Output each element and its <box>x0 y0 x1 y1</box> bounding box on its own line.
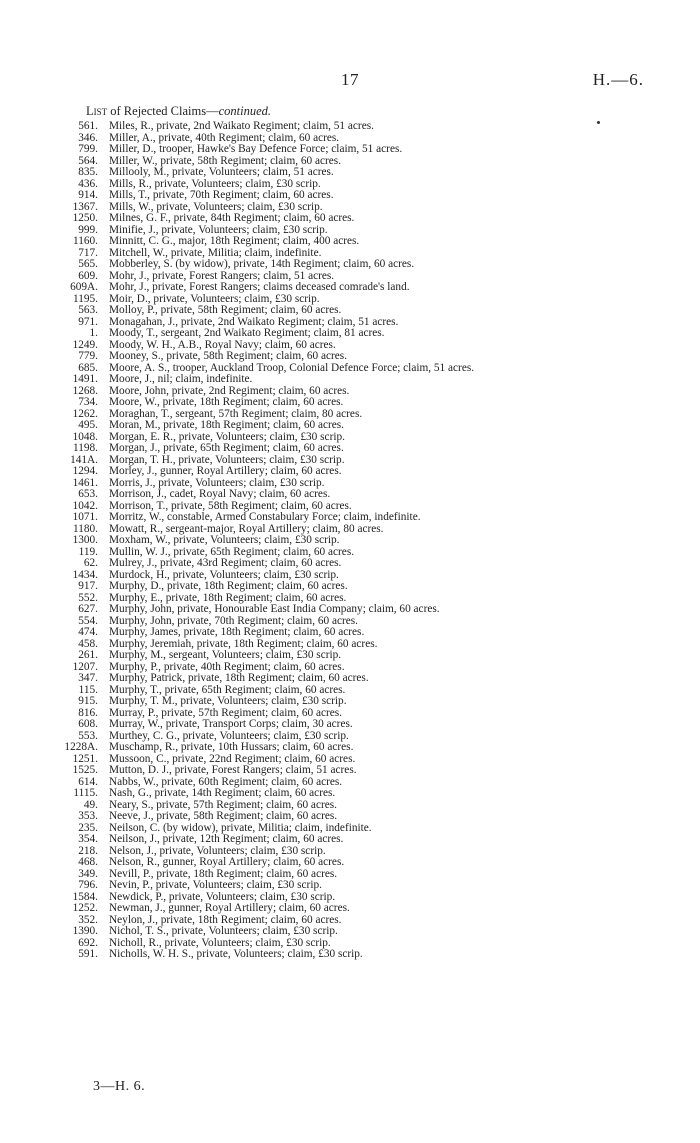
claim-text: Murphy, T., private, 65th Regiment; claim, 60 acres. <box>109 683 346 696</box>
claim-text: Milnes, G. F., private, 84th Regiment; claim, 60 acres. <box>109 212 355 224</box>
claim-text: Moraghan, T., sergeant, 57th Regiment; claim, 80 acres. <box>109 407 363 420</box>
claim-text: Murthey, C. G., private, Volunteers; claim, £30 scrip. <box>109 729 349 742</box>
claim-text: Minifie, J., private, Volunteers; claim, £30 scrip. <box>109 223 328 236</box>
claim-number: 1198. <box>73 442 98 454</box>
claim-text: Nicholls, W. H. S., private, Volunteers; claim, £30 scrip. <box>109 948 363 960</box>
claim-number: 914. <box>78 189 98 201</box>
claim-row <box>0 834 700 846</box>
claim-number: 917. <box>78 580 98 592</box>
claim-number: 1268. <box>72 384 98 397</box>
claim-text: Morgan, J., private, 65th Regiment; claim, 60 acres. <box>109 442 344 454</box>
claim-number: 1300. <box>72 534 98 546</box>
claim-number: 1115. <box>73 787 98 799</box>
claim-row <box>0 455 700 467</box>
claim-number: 999. <box>78 223 98 236</box>
claim-text: Miller, A., private, 40th Regiment; claim, 60 acres. <box>109 131 340 144</box>
claim-number: 1252. <box>72 902 98 914</box>
claim-row <box>0 121 700 133</box>
claim-text: Nevin, P., private, Volunteers; claim, £30 scrip. <box>109 879 322 891</box>
claim-number: 552. <box>78 591 98 604</box>
claim-row <box>0 846 700 858</box>
claim-number: 591. <box>78 948 98 960</box>
claim-text: Murray, P., private, 57th Regiment; claim, 60 acres. <box>109 706 342 719</box>
section-heading <box>86 104 271 119</box>
claim-text: Newman, J., gunner, Royal Artillery; claim, 60 acres. <box>109 902 350 914</box>
claim-row <box>0 386 700 398</box>
claim-row <box>0 777 700 789</box>
claim-number: 115. <box>78 683 98 696</box>
claims-list <box>0 121 700 961</box>
claim-number: 347. <box>78 672 98 684</box>
claim-number: 816. <box>78 706 98 719</box>
claim-row <box>0 892 700 904</box>
claim-row <box>0 305 700 317</box>
claim-text: Morrison, J., cadet, Royal Navy; claim, 60 acres. <box>109 488 331 500</box>
claim-number: 1491. <box>72 373 98 385</box>
claim-text: Murphy, James, private, 18th Regiment; claim, 60 acres. <box>109 626 365 638</box>
claim-number: 349. <box>78 867 98 880</box>
claim-text: Mohr, J., private, Forest Rangers; claim, 51 acres. <box>109 269 335 282</box>
claim-text: Morley, J., gunner, Royal Artillery; claim, 60 acres. <box>109 465 342 477</box>
claim-row <box>0 432 700 444</box>
claim-row <box>0 696 700 708</box>
claim-row <box>0 926 700 938</box>
claim-text: Miller, D., trooper, Hawke's Bay Defence Force; claim, 51 acres. <box>109 143 403 155</box>
claim-row <box>0 190 700 202</box>
claim-number: 1. <box>89 327 98 339</box>
claim-number: 554. <box>78 614 98 627</box>
claim-number: 1367. <box>72 200 98 213</box>
claim-text: Moxham, W., private, Volunteers; claim, £30 scrip. <box>109 534 340 546</box>
claim-text: Moore, John, private, 2nd Regiment; claim, 60 acres. <box>109 384 350 397</box>
claim-text: Morris, J., private, Volunteers; claim, £30 scrip. <box>109 476 325 489</box>
claim-number: 685. <box>78 361 98 374</box>
claim-row <box>0 420 700 432</box>
claim-number: 1262. <box>72 407 98 420</box>
heading-middle: of Rejected Claims— <box>107 104 219 118</box>
claim-row <box>0 823 700 835</box>
claim-row <box>0 880 700 892</box>
claim-number: 49. <box>83 798 98 811</box>
claim-number: 436. <box>78 177 98 190</box>
claim-number: 971. <box>78 315 98 328</box>
claim-row <box>0 466 700 478</box>
heading-continued: continued. <box>218 104 271 118</box>
claim-row <box>0 167 700 179</box>
claim-number: 62. <box>83 557 98 569</box>
claim-row <box>0 512 700 524</box>
claim-text: Murphy, E., private, 18th Regiment; claim, 60 acres. <box>109 591 347 604</box>
claim-number: 779. <box>78 350 98 362</box>
claim-text: Mowatt, R., sergeant-major, Royal Artillery; claim, 80 acres. <box>109 522 384 535</box>
claim-number: 1525. <box>72 764 98 776</box>
claim-number: 1160. <box>73 235 98 247</box>
claim-row <box>0 259 700 271</box>
claim-text: Murphy, John, private, 70th Regiment; claim, 60 acres. <box>109 614 359 627</box>
claim-row <box>0 765 700 777</box>
claim-number: 1584. <box>72 890 98 903</box>
claim-text: Nelson, R., gunner, Royal Artillery; claim, 60 acres. <box>109 856 345 868</box>
claim-number: 796. <box>78 879 98 891</box>
claim-text: Moore, J., nil; claim, indefinite. <box>109 373 253 385</box>
claim-text: Murphy, T. M., private, Volunteers; claim, £30 scrip. <box>109 695 347 707</box>
signature-mark: 3—H. 6. <box>93 1079 146 1094</box>
claim-number: 1249. <box>72 338 98 351</box>
page-number: 17 <box>341 70 359 89</box>
claim-row <box>0 328 700 340</box>
claim-number: 653. <box>78 488 98 500</box>
claim-number: 468. <box>78 856 98 868</box>
claim-number: 261. <box>78 649 98 661</box>
claim-text: Minnitt, C. G., major, 18th Regiment; claim, 400 acres. <box>109 235 360 247</box>
claim-row <box>0 788 700 800</box>
claim-number: 1207. <box>72 660 98 673</box>
claim-number: 915. <box>78 695 98 707</box>
claim-row <box>0 179 700 191</box>
claim-row <box>0 535 700 547</box>
claim-row <box>0 282 700 294</box>
claim-row <box>0 604 700 616</box>
claim-number: 352. <box>78 913 98 926</box>
claim-row <box>0 627 700 639</box>
claim-number: 608. <box>78 718 98 730</box>
claim-number: 119. <box>78 545 98 558</box>
claim-text: Nichol, T. S., private, Volunteers; claim, £30 scrip. <box>109 925 338 937</box>
claim-text: Mooney, S., private, 58th Regiment; claim, 60 acres. <box>109 350 348 362</box>
claim-text: Mills, R., private, Volunteers; claim, £30 scrip. <box>109 177 321 190</box>
claim-text: Murphy, M., sergeant, Volunteers; claim, £30 scrip. <box>109 649 342 661</box>
claim-number: 354. <box>78 833 98 845</box>
claim-row <box>0 800 700 812</box>
claim-text: Murphy, Patrick, private, 18th Regiment; claim, 60 acres. <box>109 672 369 684</box>
claim-row <box>0 363 700 375</box>
claim-text: Monagahan, J., private, 2nd Waikato Regiment; claim, 51 acres. <box>109 315 399 328</box>
claim-text: Neary, S., private, 57th Regiment; claim, 60 acres. <box>109 798 337 811</box>
claim-row <box>0 397 700 409</box>
claim-row <box>0 478 700 490</box>
claim-number: 1434. <box>72 568 98 581</box>
claim-text: Millooly, M., private, Volunteers; claim, 51 acres. <box>109 166 334 178</box>
claim-row <box>0 144 700 156</box>
claim-number: 353. <box>78 810 98 822</box>
claim-number: 565. <box>78 258 98 270</box>
claim-row <box>0 351 700 363</box>
claim-row <box>0 524 700 536</box>
claim-number: 1390. <box>72 925 98 937</box>
claim-number: 1250. <box>72 212 98 224</box>
claim-text: Murphy, Jeremiah, private, 18th Regiment; claim, 60 acres. <box>109 637 378 650</box>
heading-lead: List <box>86 104 108 118</box>
claim-text: Nash, G., private, 14th Regiment; claim, 60 acres. <box>109 787 336 799</box>
claim-row <box>0 903 700 915</box>
claim-text: Moore, A. S., trooper, Auckland Troop, Colonial Defence Force; claim, 51 acres. <box>109 361 475 374</box>
claim-row <box>0 673 700 685</box>
claim-number: 734. <box>78 396 98 408</box>
claim-text: Mutton, D. J., private, Forest Rangers; claim, 51 acres. <box>109 764 357 776</box>
claim-row <box>0 811 700 823</box>
claim-text: Mullin, W. J., private, 65th Regiment; claim, 60 acres. <box>109 545 355 558</box>
claim-text: Moran, M., private, 18th Regiment; claim, 60 acres. <box>109 419 344 431</box>
claim-text: Newdick, P., private, Volunteers; claim, £30 scrip. <box>109 890 336 903</box>
claim-text: Molloy, P., private, 58th Regiment; claim, 60 acres. <box>109 304 342 316</box>
claim-number: 799. <box>78 143 98 155</box>
claim-row <box>0 547 700 559</box>
claim-number: 553. <box>78 729 98 742</box>
claim-number: 1180. <box>73 522 98 535</box>
claim-text: Nabbs, W., private, 60th Regiment; claim, 60 acres. <box>109 775 343 788</box>
claim-row <box>0 340 700 352</box>
claim-row <box>0 581 700 593</box>
claim-number: 627. <box>78 603 98 615</box>
claim-text: Mills, W., private, Volunteers; claim, £30 scrip. <box>109 200 323 213</box>
claim-number: 1251. <box>72 752 98 765</box>
claim-number: 614. <box>78 775 98 788</box>
claim-row <box>0 685 700 697</box>
claim-number: 346. <box>78 131 98 144</box>
claim-number: 1228A. <box>64 741 98 753</box>
claim-row <box>0 558 700 570</box>
claim-text: Morgan, T. H., private, Volunteers; claim, £30 scrip. <box>109 453 345 466</box>
claim-text: Moody, W. H., A.B., Royal Navy; claim, 60 acres. <box>109 338 336 351</box>
claim-text: Morrison, T., private, 58th Regiment; claim, 60 acres. <box>109 499 352 512</box>
claim-text: Murphy, John, private, Honourable East India Company; claim, 60 acres. <box>109 603 440 615</box>
claim-number: 495. <box>78 419 98 431</box>
claim-text: Murphy, P., private, 40th Regiment; claim, 60 acres. <box>109 660 345 673</box>
claim-row <box>0 236 700 248</box>
claim-text: Moir, D., private, Volunteers; claim, £30 scrip. <box>109 292 320 305</box>
claim-number: 563. <box>78 304 98 316</box>
claim-number: 218. <box>78 844 98 857</box>
claim-row <box>0 719 700 731</box>
claim-text: Mohr, J., private, Forest Rangers; claims deceased comrade's land. <box>109 281 410 293</box>
claim-text: Neeve, J., private, 58th Regiment; claim, 60 acres. <box>109 810 338 822</box>
claim-row <box>0 949 700 961</box>
claim-text: Murray, W., private, Transport Corps; claim, 30 acres. <box>109 718 353 730</box>
claim-text: Nevill, P., private, 18th Regiment; claim, 60 acres. <box>109 867 338 880</box>
claim-number: 235. <box>78 821 98 834</box>
claim-text: Mussoon, C., private, 22nd Regiment; claim, 60 acres. <box>109 752 356 765</box>
claim-text: Miles, R., private, 2nd Waikato Regiment; claim, 51 acres. <box>109 120 374 132</box>
claim-text: Mitchell, W., private, Militia; claim, indefinite. <box>109 246 322 259</box>
claim-text: Moore, W., private, 18th Regiment; claim, 60 acres. <box>109 396 344 408</box>
claim-number: 1195. <box>73 292 98 305</box>
claim-number: 1071. <box>72 511 98 523</box>
claim-text: Neylon, J., private, 18th Regiment; claim, 60 acres. <box>109 913 342 926</box>
claim-number: 717. <box>78 246 98 259</box>
claim-row <box>0 650 700 662</box>
claim-number: 458. <box>78 637 98 650</box>
claim-text: Nelson, J., private, Volunteers; claim, £30 scrip. <box>109 844 326 857</box>
claim-row <box>0 294 700 306</box>
claim-text: Neilson, C. (by widow), private, Militia; claim, indefinite. <box>109 821 372 834</box>
claim-row <box>0 213 700 225</box>
claim-number: 474. <box>78 626 98 638</box>
claim-text: Nicholl, R., private, Volunteers; claim, £30 scrip. <box>109 936 331 949</box>
claim-number: 564. <box>78 154 98 167</box>
claim-row <box>0 570 700 582</box>
claim-text: Mills, T., private, 70th Regiment; claim, 60 acres. <box>109 189 334 201</box>
claim-number: 1048. <box>72 430 98 443</box>
claim-text: Murdock, H., private, Volunteers; claim, £30 scrip. <box>109 568 339 581</box>
claim-text: Moody, T., sergeant, 2nd Waikato Regiment; claim, 81 acres. <box>109 327 385 339</box>
document-reference: H.—6. <box>592 70 644 89</box>
claim-number: 561. <box>78 120 98 132</box>
claim-row <box>0 489 700 501</box>
claim-row <box>0 639 700 651</box>
claim-row <box>0 374 700 386</box>
claim-text: Neilson, J., private, 12th Regiment; claim, 60 acres. <box>109 833 344 845</box>
claim-text: Morgan, E. R., private, Volunteers; claim, £30 scrip. <box>109 430 345 443</box>
claim-number: 835. <box>78 166 98 178</box>
claim-number: 692. <box>78 936 98 949</box>
claim-row <box>0 156 700 168</box>
claim-number: 1294. <box>72 465 98 477</box>
claim-text: Muschamp, R., private, 10th Hussars; claim, 60 acres. <box>109 741 354 753</box>
claim-row <box>0 443 700 455</box>
claim-text: Mulrey, J., private, 43rd Regiment; claim, 60 acres. <box>109 557 342 569</box>
claim-row <box>0 869 700 881</box>
claim-number: 1042. <box>72 499 98 512</box>
claim-row <box>0 409 700 421</box>
claim-text: Morritz, W., constable, Armed Constabulary Force; claim, indefinite. <box>109 511 421 523</box>
claim-number: 609A. <box>70 281 98 293</box>
claim-number: 141A. <box>70 453 98 466</box>
claim-text: Miller, W., private, 58th Regiment; claim, 60 acres. <box>109 154 342 167</box>
claim-text: Mobberley, S. (by widow), private, 14th Regiment; claim, 60 acres. <box>109 258 415 270</box>
claim-row <box>0 857 700 869</box>
claim-text: Murphy, D., private, 18th Regiment; claim, 60 acres. <box>109 580 348 592</box>
claim-number: 609. <box>78 269 98 282</box>
claim-row <box>0 915 700 927</box>
claim-number: 1461. <box>72 476 98 489</box>
claim-row <box>0 742 700 754</box>
